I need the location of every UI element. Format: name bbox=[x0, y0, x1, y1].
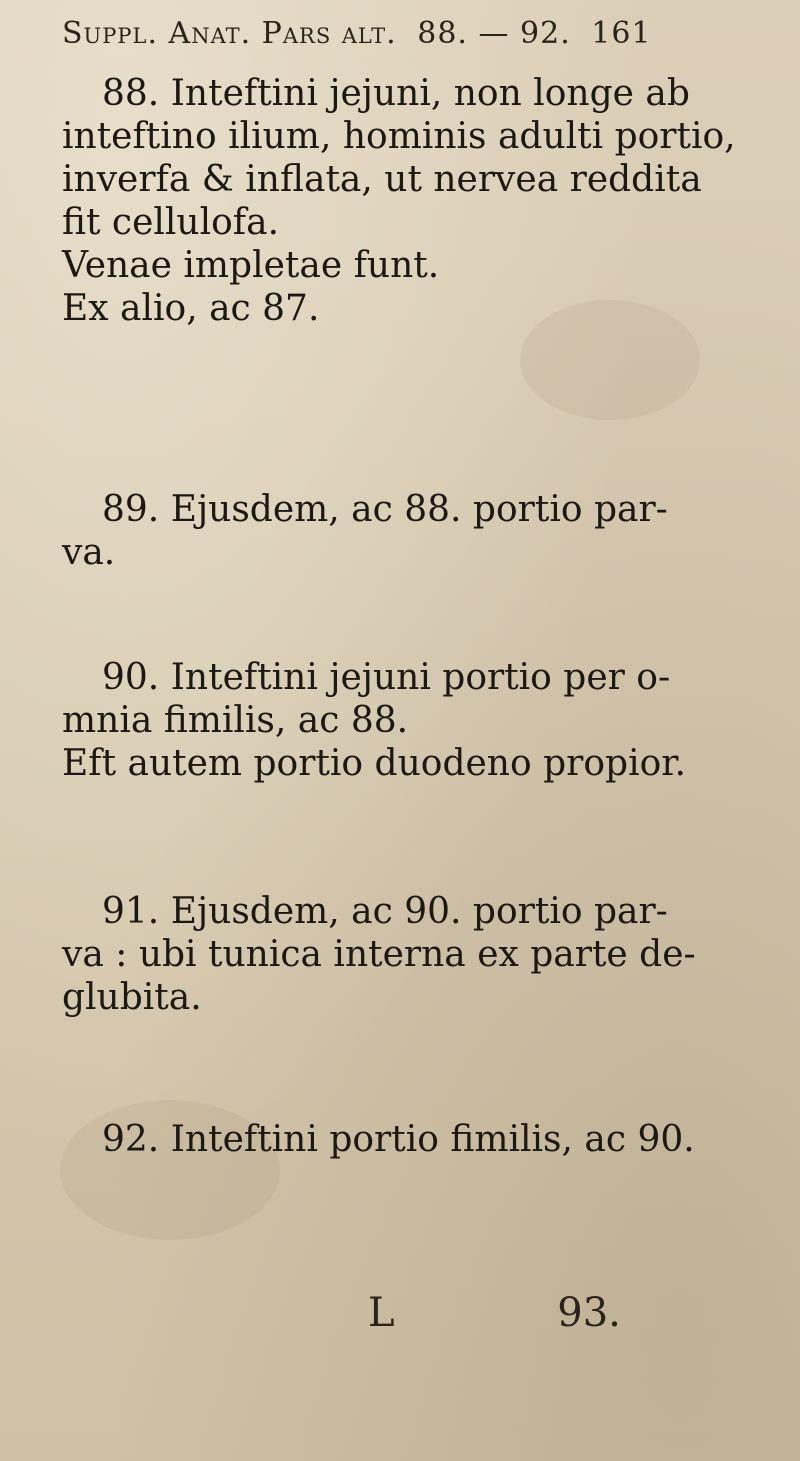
text-line: Venae impletae funt. bbox=[62, 245, 440, 286]
page-footer bbox=[368, 1290, 621, 1336]
page-number: 161 bbox=[591, 16, 652, 51]
text-line: va : ubi tunica interna ex parte de- bbox=[62, 934, 696, 975]
text-line: mnia fimilis, ac 88. bbox=[62, 700, 409, 741]
signature-mark: L bbox=[368, 1290, 395, 1336]
entry-90 bbox=[62, 656, 762, 785]
entry-92 bbox=[62, 1118, 762, 1161]
text-line: fit cellulofa. bbox=[62, 202, 280, 243]
section-reference: 88. — 92. bbox=[417, 16, 571, 51]
text-line: glubita. bbox=[62, 977, 202, 1018]
text-line: va. bbox=[62, 532, 116, 573]
entry-91 bbox=[62, 890, 762, 1019]
text-line: 92. Inteftini portio fimilis, ac 90. bbox=[102, 1119, 695, 1160]
text-line: inverfa & inflata, ut nervea reddita bbox=[62, 159, 702, 200]
entry-89 bbox=[62, 488, 762, 574]
text-line: 91. Ejusdem, ac 90. portio par- bbox=[102, 891, 668, 932]
entry-88 bbox=[62, 72, 762, 330]
text-line: 90. Inteftini jejuni portio per o- bbox=[102, 657, 671, 698]
running-header bbox=[62, 16, 662, 51]
text-line: 89. Ejusdem, ac 88. portio par- bbox=[102, 489, 668, 530]
catchword: 93. bbox=[557, 1290, 621, 1336]
text-line: inteftino ilium, hominis adulti portio, bbox=[62, 116, 736, 157]
running-head-title: Suppl. Anat. Pars alt. bbox=[62, 16, 397, 51]
text-line: Ex alio, ac 87. bbox=[62, 288, 320, 329]
text-line: 88. Inteftini jejuni, non longe ab bbox=[102, 73, 690, 114]
text-line: Eft autem portio duodeno propior. bbox=[62, 743, 686, 784]
